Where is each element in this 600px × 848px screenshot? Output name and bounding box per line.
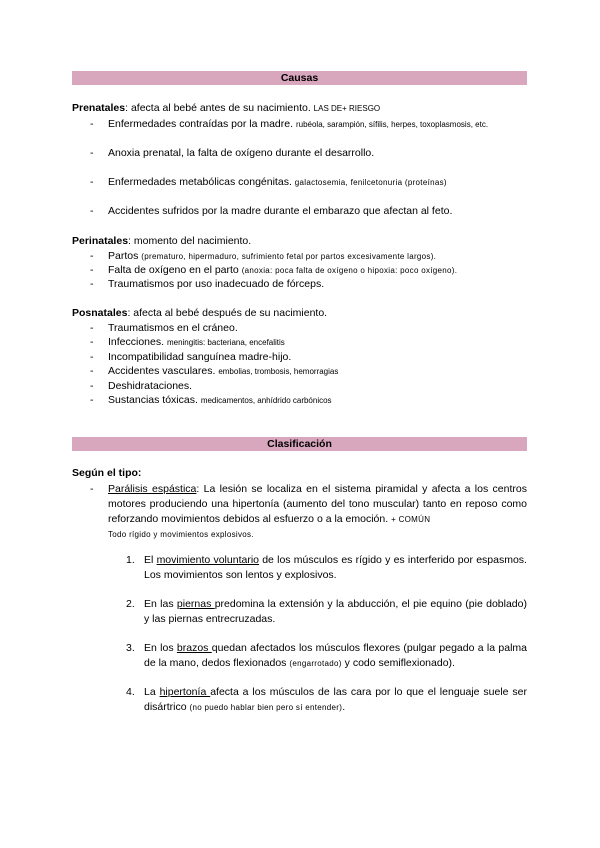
numbered-item <box>144 553 527 583</box>
bullet-dash: - <box>90 147 94 159</box>
numbered-item <box>144 641 527 671</box>
perinatales-desc: : momento del nacimiento. <box>128 235 252 247</box>
list-item <box>108 249 436 264</box>
numbered-item <box>144 597 527 627</box>
bullet-dash: - <box>90 322 94 334</box>
numbered-item-note: (engarrotado) <box>289 659 342 668</box>
bullet-dash: - <box>90 351 94 363</box>
numbered-item-tail: y codo semiflexionado). <box>341 657 455 669</box>
prenatales-heading <box>72 101 380 116</box>
bullet-dash: - <box>90 205 94 217</box>
list-item-note: embolias, trombosis, hemorragias <box>218 367 339 376</box>
list-item-text: Accidentes vasculares. <box>108 365 216 377</box>
list-item <box>108 379 192 393</box>
posnatales-heading <box>72 306 327 320</box>
list-item-text: Enfermedades metabólicas congénitas. <box>108 176 292 188</box>
prenatales-note: LAS DE+ RIESGO <box>313 104 381 113</box>
paralisis-note-rigido: Todo rígido y movimientos explosivos. <box>108 530 254 539</box>
numbered-item-pre: En los <box>144 642 177 654</box>
prenatales-label: Prenatales <box>72 102 126 114</box>
paralisis-paragraph <box>108 482 527 542</box>
list-item <box>108 263 457 278</box>
list-item-text: Anoxia prenatal, la falta de oxígeno durante el desarrollo. <box>108 147 375 159</box>
list-item-text: Incompatibilidad sanguínea madre-hijo. <box>108 351 292 363</box>
section-header-clasificacion: Clasificación <box>72 437 527 451</box>
numbered-item-post: de los músculos es rígido y es interferido por espasmos. Los movimientos son lentos y explosivos. <box>144 554 527 581</box>
list-item-text: Sustancias tóxicas. <box>108 394 198 406</box>
list-item-note: meningitis: bacteriana, encefalitis <box>166 338 285 347</box>
perinatales-heading <box>72 234 251 248</box>
list-item-text: Infecciones. <box>108 336 165 348</box>
list-item-text: Traumatismos por uso inadecuado de fórceps. <box>108 278 325 290</box>
list-item-text: Enfermedades contraídas por la madre. <box>108 118 294 130</box>
list-item-note: (anoxia: poca falta de oxígeno o hipoxia: poco oxígeno). <box>241 266 458 275</box>
list-item-note: galactosemia, fenilcetonuria (proteínas) <box>294 178 447 187</box>
bullet-dash: - <box>90 365 94 377</box>
numbered-item-underlined: brazos <box>176 642 212 654</box>
list-number: 3. <box>126 642 135 654</box>
paralisis-note-comun: + COMÚN <box>391 515 431 524</box>
list-item-text: Traumatismos en el cráneo. <box>108 322 238 334</box>
posnatales-label: Posnatales <box>72 307 128 319</box>
list-item <box>108 321 238 335</box>
bullet-dash: - <box>90 336 94 348</box>
list-item <box>108 335 285 350</box>
list-item <box>108 364 338 379</box>
numbered-item-post: afecta a los músculos de las cara por lo que el lenguaje suele ser disártrico <box>144 686 527 713</box>
list-item <box>108 175 447 190</box>
list-number: 1. <box>126 554 135 566</box>
list-item <box>108 393 332 408</box>
list-item <box>108 146 374 160</box>
bullet-dash: - <box>90 250 94 262</box>
list-item <box>108 277 324 291</box>
numbered-item-note: (no puedo hablar bien pero sí entender) <box>189 703 343 712</box>
section-header-causas: Causas <box>72 71 527 85</box>
list-item <box>108 350 291 364</box>
numbered-item-underlined: movimiento voluntario <box>156 554 259 566</box>
list-item-note: rubéola, sarampión, sífilis, herpes, toxoplasmosis, etc. <box>295 120 489 129</box>
numbered-item-post: predomina la extensión y la abducción, el pie equino (pie doblado) y las piernas entrecruzadas. <box>144 598 527 625</box>
numbered-item-pre: En las <box>144 598 177 610</box>
list-item-text: Accidentes sufridos por la madre durante el embarazo que afectan al feto. <box>108 205 453 217</box>
numbered-item-pre: El <box>144 554 157 566</box>
list-number: 2. <box>126 598 135 610</box>
paralisis-term: Parálisis espástica <box>108 483 197 495</box>
bullet-dash: - <box>90 394 94 406</box>
list-item <box>108 204 452 218</box>
segun-tipo-heading: Según el tipo: <box>72 467 142 479</box>
paralisis-text: : La lesión se localiza en el sistema piramidal y afecta a los centros motores produciendo una hipertonía (aumento del tono muscular) tanto en reposo como reforzando movimientos debidos al esfuerzo o a la emoción. <box>108 483 527 525</box>
bullet-dash: - <box>90 278 94 290</box>
list-item-text: Partos <box>108 250 139 262</box>
numbered-item-underlined: hipertonía <box>159 686 211 698</box>
list-item-text: Falta de oxígeno en el parto <box>108 264 239 276</box>
bullet-dash: - <box>90 176 94 188</box>
list-item-note: medicamentos, anhídrido carbónicos <box>200 396 332 405</box>
list-number: 4. <box>126 686 135 698</box>
bullet-dash: - <box>90 118 94 130</box>
bullet-dash: - <box>90 380 94 392</box>
perinatales-label: Perinatales <box>72 235 129 247</box>
list-item-note: (prematuro, hipermaduro, sufrimiento fetal por partos excesivamente largos). <box>141 252 437 261</box>
list-item <box>108 117 488 132</box>
numbered-item <box>144 685 527 715</box>
bullet-dash: - <box>90 264 94 276</box>
prenatales-desc: : afecta al bebé antes de su nacimiento. <box>125 102 311 114</box>
list-item-text: Deshidrataciones. <box>108 380 193 392</box>
numbered-item-tail: . <box>342 701 346 713</box>
posnatales-desc: : afecta al bebé después de su nacimiento. <box>127 307 328 319</box>
numbered-item-pre: La <box>144 686 160 698</box>
numbered-item-underlined: piernas <box>176 598 215 610</box>
numbered-item-post: quedan afectados los músculos flexores (pulgar pegado a la palma de la mano, dedos flexionados <box>144 642 528 669</box>
bullet-dash: - <box>90 483 94 495</box>
